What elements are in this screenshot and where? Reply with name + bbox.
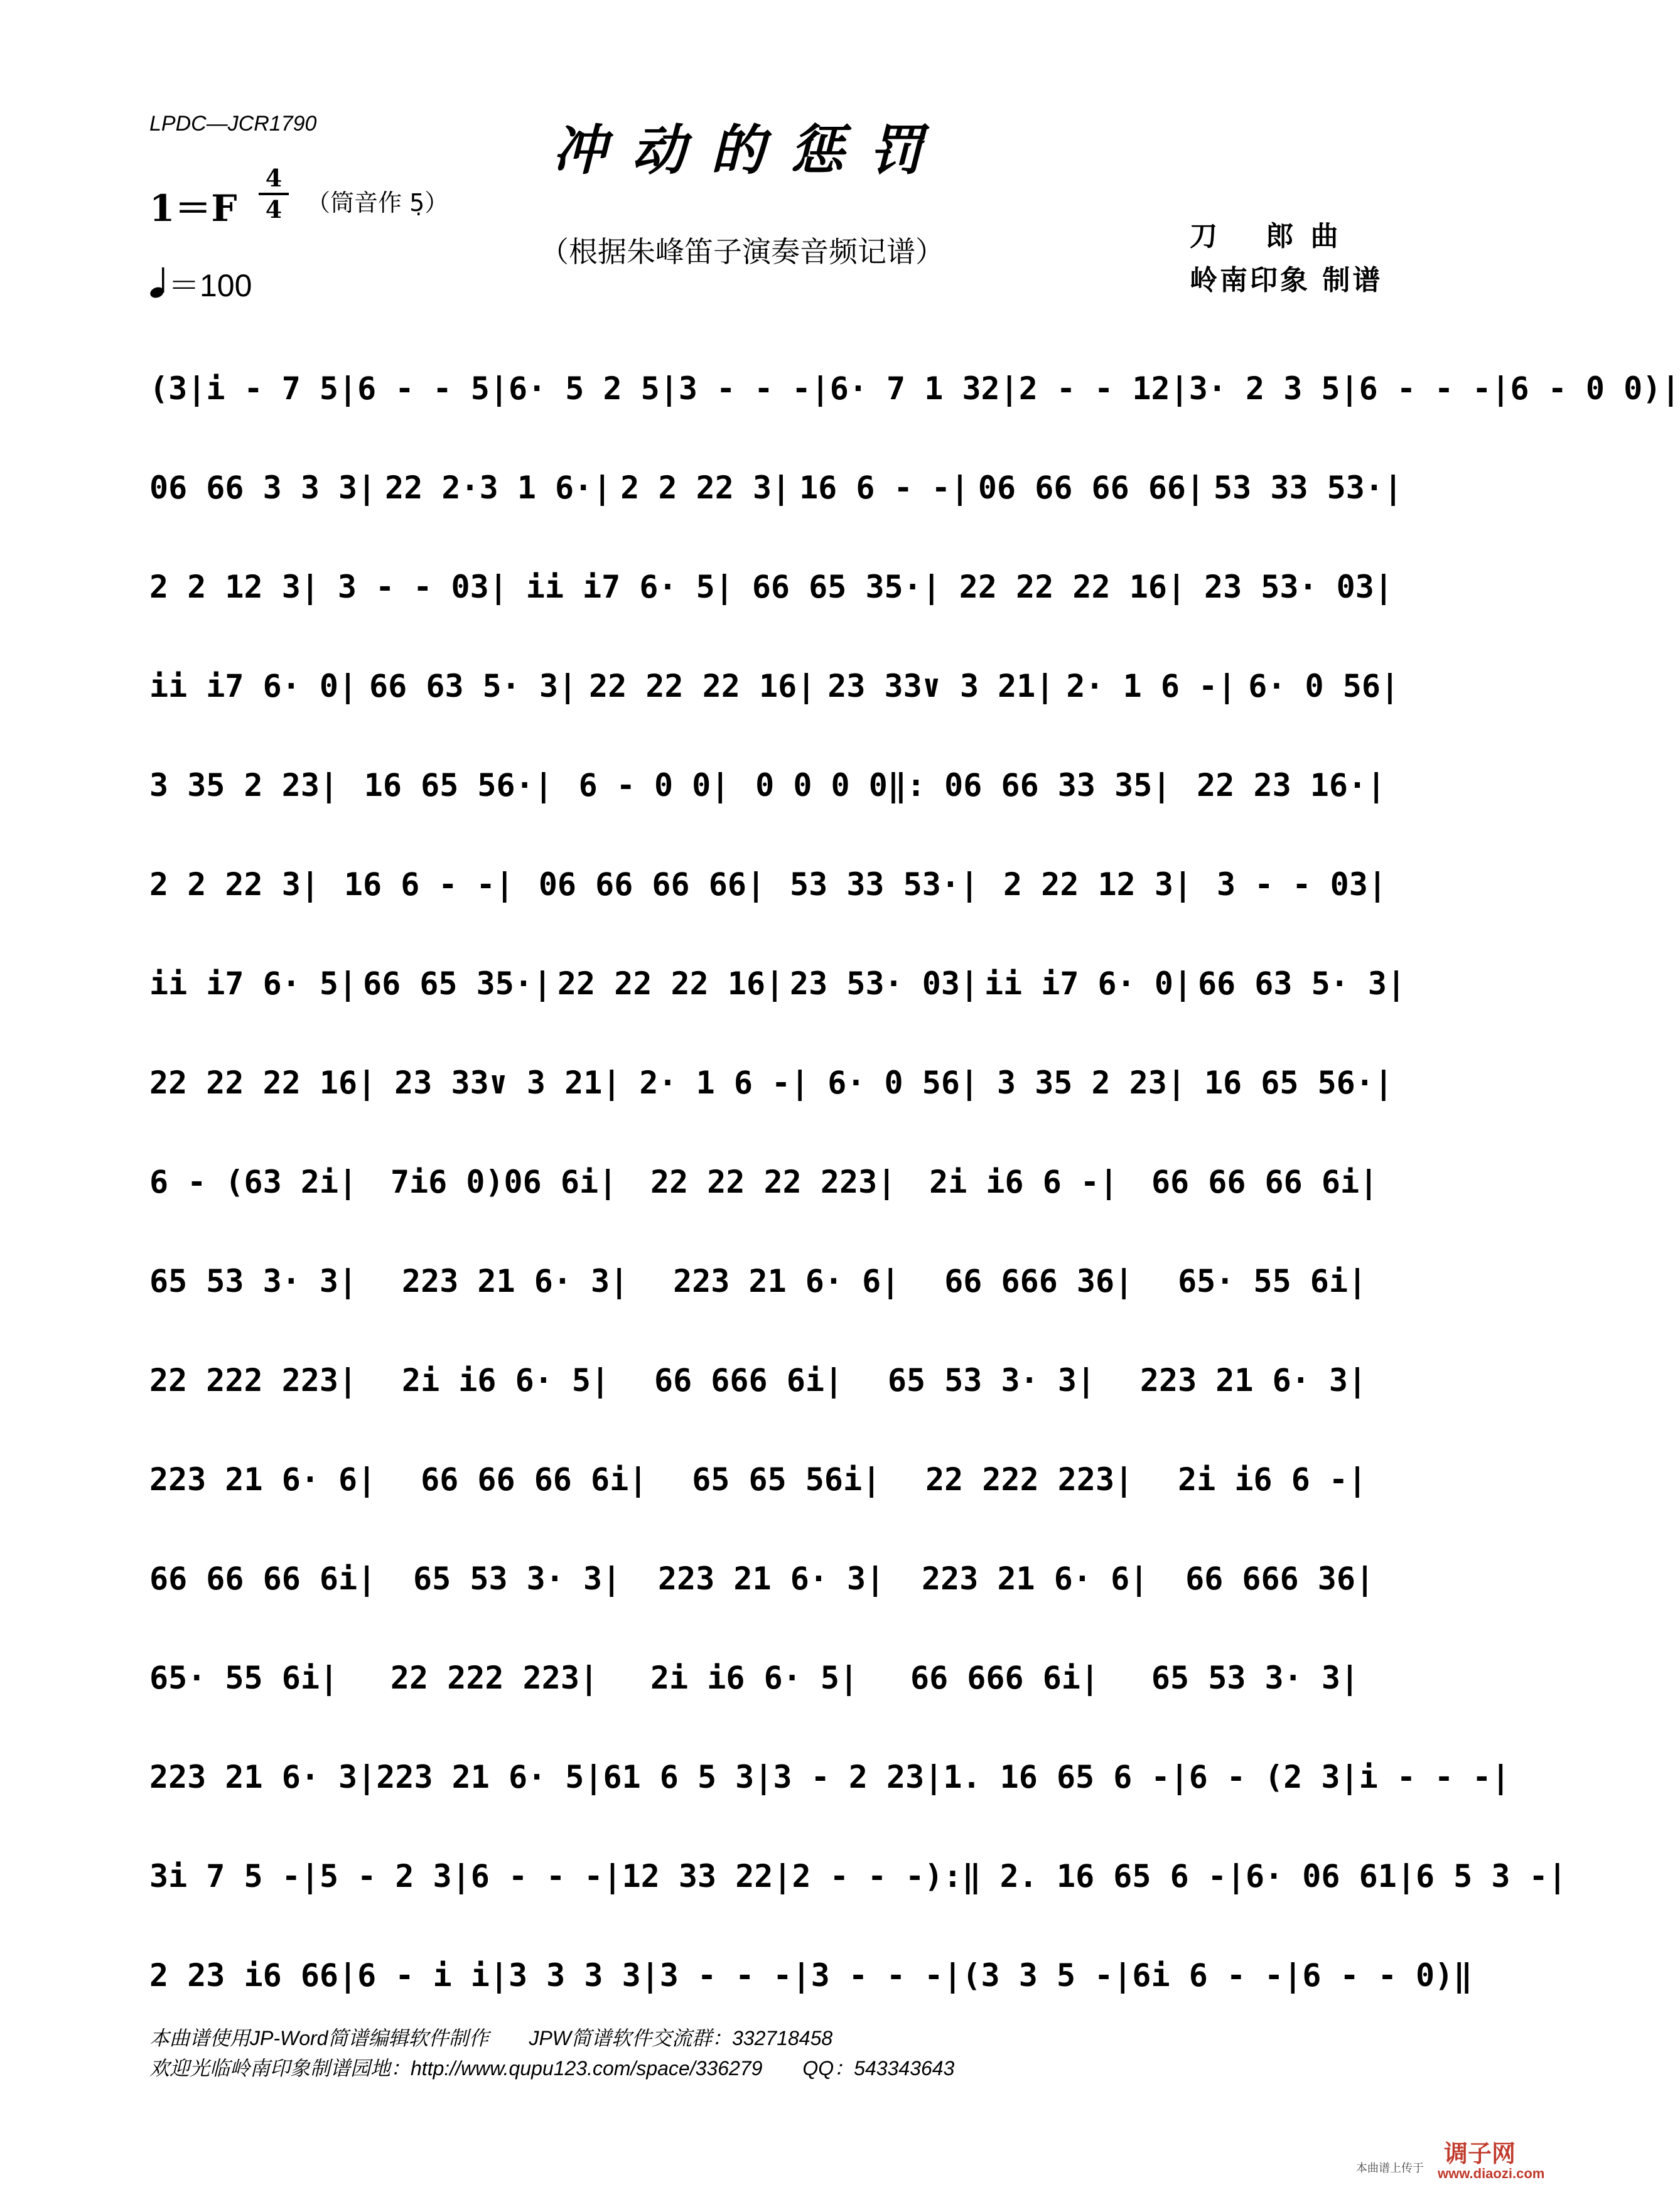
measure: 22 22 22 16| [959,569,1187,605]
score-line [149,1926,1473,2025]
measure: 22 22 22 16| [557,965,785,1002]
fingering-note: （筒音作 5̣） [306,189,449,217]
score-line [149,636,1411,736]
measure: 3 35 2 23| [996,1065,1187,1101]
measure: 66 65 35·| [363,965,552,1002]
measure: 06 66 66 66| [977,470,1205,506]
measure: 3 - - -| [659,1957,811,1994]
measure: 2 2 22 3| [620,470,791,506]
score-line [149,1132,1411,1232]
measure: i - - -| [1359,1759,1510,1795]
time-denominator: 4 [265,195,283,223]
measure: 66 666 36| [1185,1560,1375,1597]
measure: 5 - 2 3| [319,1858,471,1894]
measure: 6 - 0 0)| [1510,370,1680,407]
measure: 66 666 36| [944,1263,1134,1299]
measure: 66 63 5· 3| [1197,965,1406,1002]
measure: 23 53· 03| [790,965,979,1002]
measure: 22 222 223| [149,1362,358,1399]
measure: 6· 0 56| [827,1065,979,1101]
score-line [149,1331,1411,1430]
measure: 223 21 6· 3| [149,1759,377,1795]
measure: 2i i6 6· 5| [402,1362,610,1399]
score-line [149,537,1411,636]
composer-credit: 刀 郎 曲 [1190,220,1342,252]
score-line [149,1232,1411,1331]
measure: 1. 16 65 6 -| [943,1759,1189,1795]
arranger-credit: 岭南印象 制谱 [1190,264,1383,296]
measure: 22 2·3 1 6·| [385,470,612,506]
measure: 06 66 3 3 3| [149,470,377,506]
measure: 66 66 66 6i| [149,1560,377,1597]
measure: 3 - - -| [810,1957,962,1994]
score-line [149,736,1411,835]
measure: 223 21 6· 6| [149,1461,377,1498]
measure: 223 21 6· 3| [658,1560,885,1597]
measure: 6 - (2 3| [1188,1759,1359,1795]
measure: 6· 06 61| [1246,1858,1416,1894]
measure: 65· 55 6i| [1178,1263,1367,1299]
measure: 6 - - -| [470,1858,622,1894]
measure: 16 6 - -| [799,470,970,506]
measure: 6i 6 - -| [1132,1957,1303,1994]
measure: 65 53 3· 3| [149,1263,358,1299]
measure: 16 65 56·| [1203,1065,1393,1101]
measure: (3 3 5 -| [962,1957,1133,1994]
measure: 2 23 i6 66| [149,1957,358,1994]
measure: 16 6 - -| [343,866,514,903]
measure: 2i i6 6 -| [929,1164,1119,1200]
measure: 2 2 12 3| [149,569,320,605]
measure: 2i i6 6· 5| [650,1660,859,1696]
page-title: 冲动的惩罚 [552,119,948,182]
measure: 23 53· 03| [1203,569,1393,605]
measure: 22 222 223| [390,1660,599,1696]
measure: 6 5 3 -| [1415,1858,1567,1894]
measure: 53 33 53·| [790,866,979,903]
measure: 65 65 56i| [692,1461,881,1498]
measure: 7i6 0)06 6i| [390,1164,618,1200]
score-line [149,1727,1510,1827]
time-signature [259,164,289,223]
measure: 3 35 2 23| [149,767,339,803]
measure: 66 65 35·| [751,569,941,605]
score-line [149,438,1411,537]
measure: 22 222 223| [925,1461,1134,1498]
measure: 23 33∨ 3 21| [394,1065,622,1101]
measure: 2 2 22 3| [149,866,320,903]
measure: 3 - 2 23| [773,1759,944,1795]
tempo-value: ＝100 [168,268,252,303]
subtitle: （根据朱峰笛子演奏音频记谱） [540,235,944,269]
score-body [149,339,1680,2025]
score-line [149,1628,1411,1727]
measure: 66 66 66 6i| [1151,1164,1379,1200]
measure: 6 - (63 2i| [149,1164,358,1200]
measure: 6 - i i| [357,1957,509,1994]
measure: 2 22 12 3| [1003,866,1193,903]
score-line [149,934,1411,1033]
measure: 65 53 3· 3| [887,1362,1096,1399]
measure: 223 21 6· 5| [376,1759,603,1795]
score-line [149,1430,1411,1529]
measure: ii i7 6· 0| [984,965,1193,1002]
measure: 223 21 6· 3| [1139,1362,1367,1399]
measure: 22 22 22 16| [589,668,816,704]
key-signature: 1＝F [149,187,237,230]
measure: 65 53 3· 3| [413,1560,622,1597]
measure: 16 65 56·| [363,767,553,803]
measure: 2 - - 12| [1018,370,1189,407]
measure: 23 33∨ 3 21| [827,668,1055,704]
measure: 6· 7 1 32| [829,370,1019,407]
catalog-number: LPDC—JCR1790 [149,112,317,136]
watermark-upload-note: 本曲谱上传于 [1356,2162,1424,2174]
tempo-marking [149,260,252,306]
score-line [149,1033,1411,1132]
measure: 22 23 16·| [1197,767,1386,803]
measure: 223 21 6· 6| [673,1263,900,1299]
measure: (3| [149,370,207,407]
measure: 66 666 6i| [654,1362,844,1399]
measure: 6· 5 2 5| [508,370,679,407]
measure: 6 - 0 0| [578,767,730,803]
measure: 0 0 0 0‖: 06 66 33 35| [755,767,1171,803]
measure: 66 66 66 6i| [421,1461,648,1498]
measure: 66 666 6i| [910,1660,1100,1696]
measure: 3 - - -| [678,370,830,407]
measure: 6· 0 56| [1248,668,1400,704]
measure: 22 22 22 16| [149,1065,377,1101]
measure: 223 21 6· 6| [922,1560,1149,1597]
measure: 06 66 66 66| [538,866,766,903]
measure: 3i 7 5 -| [149,1858,320,1894]
measure: i - 7 5| [206,370,358,407]
measure: 6 - - -| [1359,370,1510,407]
score-line [149,339,1680,438]
watermark-url: www.diaozi.com [1438,2166,1545,2181]
score-line [149,1529,1411,1628]
measure: 53 33 53·| [1214,470,1403,506]
measure: 6 - - 0)‖ [1302,1957,1473,1994]
measure: ii i7 6· 0| [149,668,358,704]
watermark-brand: 调子网 [1444,2141,1516,2167]
quarter-note-icon [149,266,168,299]
measure: 3 - - 03| [1217,866,1387,903]
measure: 3 3 3 3| [508,1957,660,1994]
measure: 12 33 22| [622,1858,792,1894]
measure: 22 22 22 223| [650,1164,897,1200]
measure: ii i7 6· 5| [525,569,734,605]
measure: 2· 1 6 -| [639,1065,810,1101]
measure: 6 - - 5| [357,370,509,407]
software-note: 本曲谱使用JP-Word简谱编辑软件制作 JPW简谱软件交流群：332718458 [149,2027,833,2049]
measure: 223 21 6· 3| [402,1263,629,1299]
measure: 65 53 3· 3| [1151,1660,1360,1696]
measure: 65· 55 6i| [149,1660,339,1696]
measure: 2 - - -):‖ 2. 16 65 6 -| [792,1858,1246,1894]
time-numerator: 4 [265,164,283,192]
measure: ii i7 6· 5| [149,965,358,1002]
measure: 2i i6 6 -| [1178,1461,1367,1498]
measure: 61 6 5 3| [603,1759,773,1795]
measure: 3 - - 03| [337,569,508,605]
score-line [149,835,1411,934]
measure: 2· 1 6 -| [1066,668,1237,704]
measure: 66 63 5· 3| [369,668,578,704]
website-note: 欢迎光临岭南印象制谱园地：http://www.qupu123.com/space/336279 QQ：543343643 [149,2057,955,2080]
measure: 3· 2 3 5| [1188,370,1359,407]
score-line [149,1827,1567,1926]
